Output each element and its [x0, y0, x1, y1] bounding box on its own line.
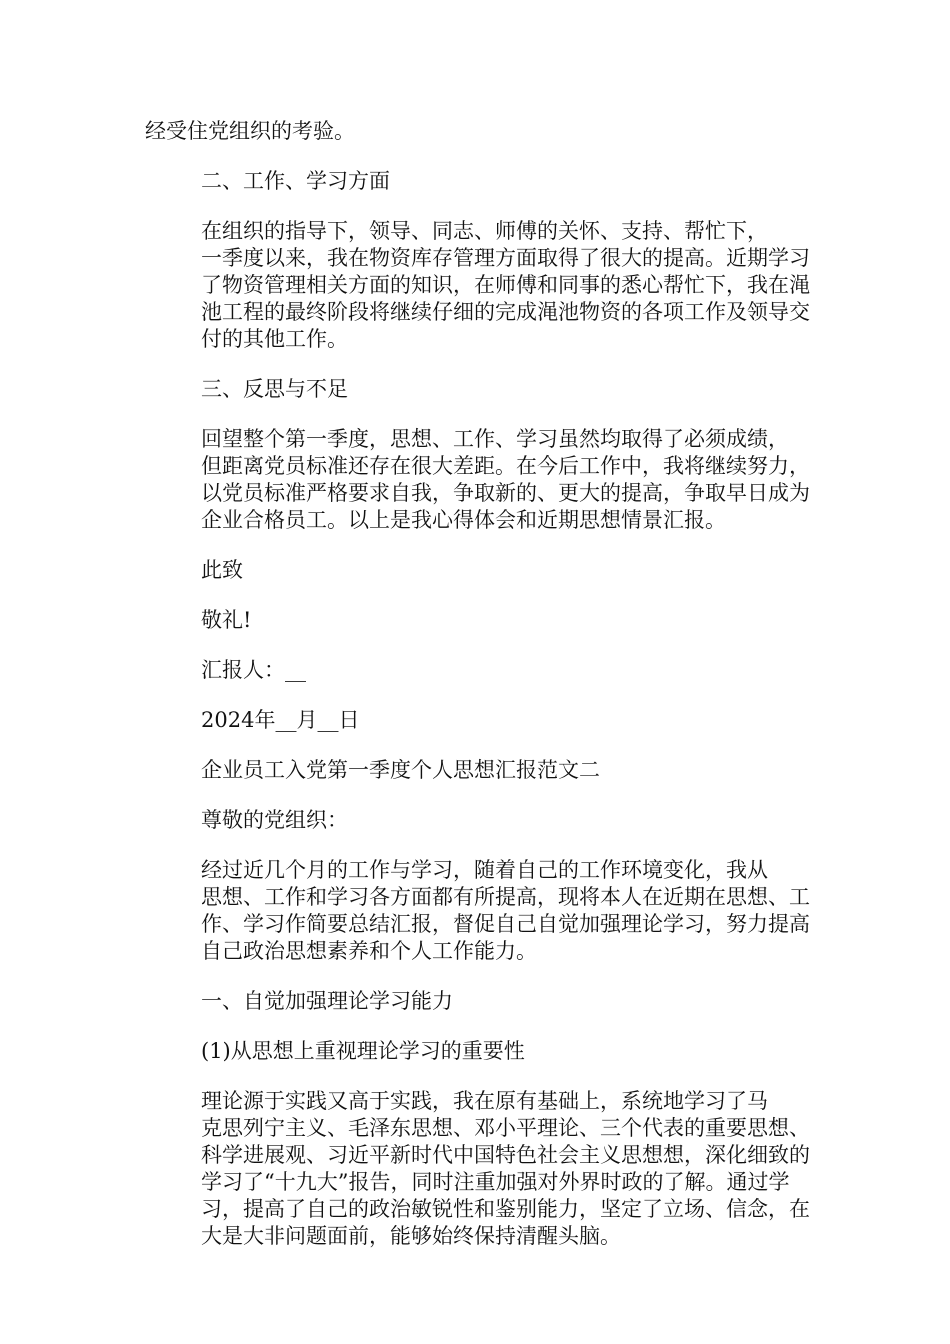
paragraph-line: 自己政治思想素养和个人工作能力。 [201, 939, 537, 963]
paragraph-line: 经受住党组织的考验。 [145, 119, 355, 143]
document-paragraph [145, 607, 809, 634]
paragraph-line: 池工程的最终阶段将继续仔细的完成渑池物资的各项工作及领导交 [201, 300, 810, 324]
paragraph-line: 克思列宁主义、毛泽东思想、邓小平理论、三个代表的重要思想、 [201, 1116, 810, 1140]
paragraph-line: 以党员标准严格要求自我，争取新的、更大的提高，争取早日成为 [201, 481, 810, 505]
paragraph-line: (1)从思想上重视理论学习的重要性 [201, 1039, 525, 1063]
paragraph-line: 科学进展观、习近平新时代中国特色社会主义思想想，深化细致的 [201, 1143, 810, 1167]
paragraph-line: 企业员工入党第一季度个人思想汇报范文二 [201, 758, 600, 782]
document-paragraph [145, 757, 809, 784]
document-paragraph [145, 857, 809, 965]
document-paragraph [145, 376, 809, 403]
document-paragraph [145, 657, 809, 684]
document-paragraph [145, 218, 809, 353]
paragraph-line: 理论源于实践又高于实践，我在原有基础上，系统地学习了马 [201, 1089, 768, 1113]
paragraph-line: 此致 [201, 558, 243, 582]
paragraph-line: 2024年__月__日 [201, 708, 360, 732]
paragraph-line: 大是大非问题面前，能够始终保持清醒头脑。 [201, 1224, 621, 1248]
paragraph-line: 学习了“十九大”报告，同时注重加强对外界时政的了解。通过学 [201, 1170, 790, 1194]
paragraph-line: 在组织的指导下，领导、同志、师傅的关怀、支持、帮忙下， [201, 219, 768, 243]
paragraph-line: 回望整个第一季度，思想、工作、学习虽然均取得了必须成绩， [201, 427, 789, 451]
document-paragraph [145, 1038, 809, 1065]
document-paragraph [145, 707, 809, 734]
paragraph-line: 一、自觉加强理论学习能力 [201, 989, 453, 1013]
document-paragraph [145, 988, 809, 1015]
document-paragraph [145, 807, 809, 834]
document-paragraph [145, 426, 809, 534]
paragraph-line: 思想、工作和学习各方面都有所提高，现将本人在近期在思想、工 [201, 885, 810, 909]
paragraph-line: 敬礼! [201, 608, 252, 632]
paragraph-line: 但距离党员标准还存在很大差距。在今后工作中，我将继续努力， [201, 454, 810, 478]
document-paragraph [145, 168, 809, 195]
paragraph-line: 尊敬的党组织： [201, 808, 348, 832]
document-body [145, 118, 809, 1273]
paragraph-line: 汇报人：__ [201, 658, 306, 682]
paragraph-line: 二、工作、学习方面 [201, 169, 390, 193]
document-paragraph [145, 118, 809, 145]
document-paragraph [145, 557, 809, 584]
paragraph-line: 经过近几个月的工作与学习，随着自己的工作环境变化，我从 [201, 858, 768, 882]
paragraph-line: 作、学习作简要总结汇报，督促自己自觉加强理论学习，努力提高 [201, 912, 810, 936]
paragraph-line: 了物资管理相关方面的知识，在师傅和同事的悉心帮忙下，我在渑 [201, 273, 810, 297]
paragraph-line: 习，提高了自己的政治敏锐性和鉴别能力，坚定了立场、信念，在 [201, 1197, 810, 1221]
paragraph-line: 一季度以来，我在物资库存管理方面取得了很大的提高。近期学习 [201, 246, 810, 270]
paragraph-line: 付的其他工作。 [201, 327, 348, 351]
document-paragraph [145, 1088, 809, 1250]
paragraph-line: 三、反思与不足 [201, 377, 348, 401]
paragraph-line: 企业合格员工。以上是我心得体会和近期思想情景汇报。 [201, 508, 726, 532]
